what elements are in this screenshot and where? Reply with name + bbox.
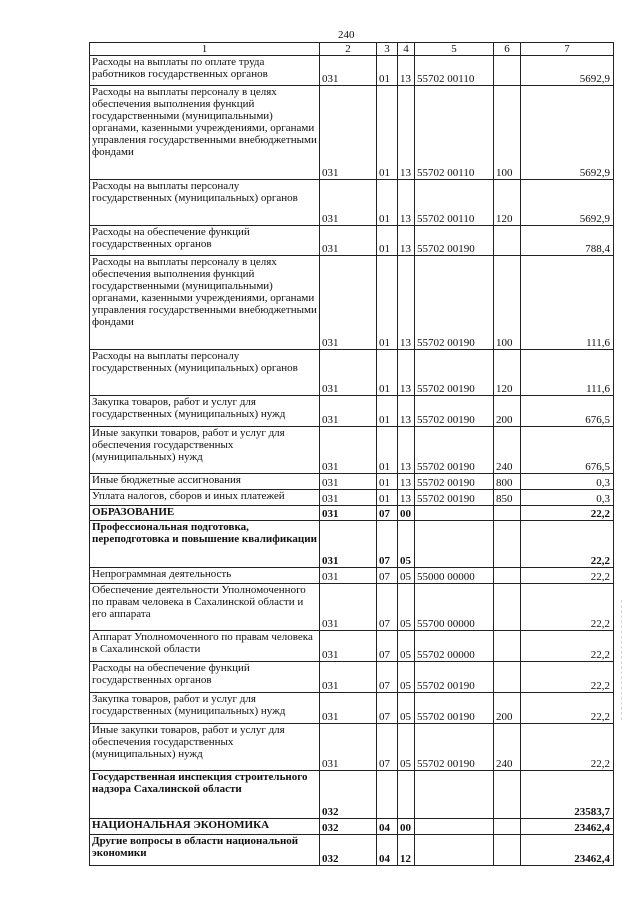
admin-code: 032 [320, 771, 377, 819]
page-number: 240 [338, 29, 355, 41]
section-code: 04 [377, 835, 398, 866]
table-header-row [90, 43, 614, 56]
amount: 23583,7 [521, 771, 614, 819]
admin-code: 031 [320, 724, 377, 771]
target-article: 55702 00190 [415, 427, 494, 474]
section-code: 07 [377, 724, 398, 771]
target-article: 55702 00190 [415, 226, 494, 256]
section-code: 07 [377, 521, 398, 568]
expense-type: 120 [494, 350, 521, 396]
header-cell: 6 [494, 43, 521, 56]
amount: 5692,9 [521, 180, 614, 226]
target-article: 55702 00190 [415, 396, 494, 427]
table-row [90, 819, 614, 835]
target-article: 55000 00000 [415, 568, 494, 584]
section-code: 07 [377, 568, 398, 584]
budget-table [89, 42, 614, 866]
admin-code: 031 [320, 584, 377, 631]
admin-code: 031 [320, 56, 377, 86]
target-article: 55702 00110 [415, 86, 494, 180]
section-code [377, 771, 398, 819]
table-row [90, 180, 614, 226]
expense-type [494, 568, 521, 584]
header-cell: 4 [398, 43, 415, 56]
target-article: 55702 00000 [415, 631, 494, 662]
row-name: Обеспечение деятельности Уполномоченного по правам человека в Сахалинской области и его аппарата [90, 584, 320, 631]
subsection-code [398, 771, 415, 819]
row-name: Иные бюджетные ассигнования [90, 474, 320, 490]
row-name: Другие вопросы в области национальной экономики [90, 835, 320, 866]
row-name: Закупка товаров, работ и услуг для государственных (муниципальных) нужд [90, 693, 320, 724]
section-code: 07 [377, 506, 398, 521]
section-code: 01 [377, 256, 398, 350]
row-name: Расходы на обеспечение функций государственных органов [90, 226, 320, 256]
amount: 23462,4 [521, 835, 614, 866]
target-article: 55700 00000 [415, 584, 494, 631]
admin-code: 031 [320, 693, 377, 724]
row-name: Государственная инспекция строительного надзора Сахалинской области [90, 771, 320, 819]
amount: 0,3 [521, 490, 614, 506]
target-article: 55702 00110 [415, 180, 494, 226]
expense-type: 100 [494, 86, 521, 180]
amount: 23462,4 [521, 819, 614, 835]
amount: 111,6 [521, 256, 614, 350]
table-row [90, 693, 614, 724]
table-row [90, 490, 614, 506]
section-code: 01 [377, 490, 398, 506]
row-name: Иные закупки товаров, работ и услуг для обеспечения государственных (муниципальных) нужд [90, 724, 320, 771]
target-article [415, 835, 494, 866]
expense-type: 200 [494, 396, 521, 427]
admin-code: 031 [320, 521, 377, 568]
expense-type: 240 [494, 724, 521, 771]
target-article [415, 506, 494, 521]
table-row [90, 631, 614, 662]
section-code: 01 [377, 180, 398, 226]
table-row [90, 427, 614, 474]
admin-code: 031 [320, 396, 377, 427]
target-article: 55702 00190 [415, 350, 494, 396]
target-article [415, 521, 494, 568]
expense-type: 100 [494, 256, 521, 350]
target-article: 55702 00110 [415, 56, 494, 86]
section-code: 07 [377, 662, 398, 693]
row-name: Расходы на обеспечение функций государственных органов [90, 662, 320, 693]
amount: 22,2 [521, 584, 614, 631]
section-code: 01 [377, 56, 398, 86]
section-code: 01 [377, 350, 398, 396]
expense-type: 800 [494, 474, 521, 490]
target-article: 55702 00190 [415, 693, 494, 724]
table-row [90, 56, 614, 86]
target-article [415, 771, 494, 819]
amount: 0,3 [521, 474, 614, 490]
scan-margin-mark [621, 600, 625, 720]
expense-type [494, 662, 521, 693]
subsection-code: 05 [398, 568, 415, 584]
subsection-code: 13 [398, 56, 415, 86]
row-name: Закупка товаров, работ и услуг для государственных (муниципальных) нужд [90, 396, 320, 427]
subsection-code: 13 [398, 86, 415, 180]
subsection-code: 05 [398, 724, 415, 771]
row-name: НАЦИОНАЛЬНАЯ ЭКОНОМИКА [90, 819, 320, 835]
amount: 22,2 [521, 521, 614, 568]
expense-type: 850 [494, 490, 521, 506]
admin-code: 032 [320, 819, 377, 835]
expense-type: 200 [494, 693, 521, 724]
admin-code: 031 [320, 427, 377, 474]
amount: 5692,9 [521, 56, 614, 86]
subsection-code: 13 [398, 180, 415, 226]
row-name: Расходы на выплаты персоналу государственных (муниципальных) органов [90, 350, 320, 396]
expense-type [494, 835, 521, 866]
amount: 22,2 [521, 568, 614, 584]
target-article [415, 819, 494, 835]
row-name: Расходы на выплаты по оплате труда работников государственных органов [90, 56, 320, 86]
section-code: 01 [377, 427, 398, 474]
row-name: Непрограммная деятельность [90, 568, 320, 584]
subsection-code: 05 [398, 521, 415, 568]
row-name: Профессиональная подготовка, переподготовка и повышение квалификации [90, 521, 320, 568]
header-cell: 3 [377, 43, 398, 56]
admin-code: 031 [320, 180, 377, 226]
target-article: 55702 00190 [415, 490, 494, 506]
amount: 788,4 [521, 226, 614, 256]
row-name: ОБРАЗОВАНИЕ [90, 506, 320, 521]
expense-type [494, 771, 521, 819]
section-code: 07 [377, 584, 398, 631]
admin-code: 031 [320, 490, 377, 506]
table-row [90, 771, 614, 819]
amount: 111,6 [521, 350, 614, 396]
subsection-code: 13 [398, 396, 415, 427]
subsection-code: 13 [398, 474, 415, 490]
expense-type: 240 [494, 427, 521, 474]
amount: 22,2 [521, 631, 614, 662]
row-name: Расходы на выплаты персоналу в целях обеспечения выполнения функций государственными (муниципальными) органами, казенными учреждениями, органами управления государственными внебюджетными фондами [90, 256, 320, 350]
table-row [90, 256, 614, 350]
table-row [90, 584, 614, 631]
amount: 22,2 [521, 506, 614, 521]
amount: 676,5 [521, 427, 614, 474]
row-name: Иные закупки товаров, работ и услуг для обеспечения государственных (муниципальных) нужд [90, 427, 320, 474]
admin-code: 031 [320, 474, 377, 490]
expense-type: 120 [494, 180, 521, 226]
subsection-code: 13 [398, 226, 415, 256]
expense-type [494, 631, 521, 662]
row-name: Расходы на выплаты персоналу государственных (муниципальных) органов [90, 180, 320, 226]
subsection-code: 05 [398, 662, 415, 693]
subsection-code: 13 [398, 490, 415, 506]
amount: 22,2 [521, 724, 614, 771]
section-code: 01 [377, 396, 398, 427]
table-row [90, 396, 614, 427]
table-row [90, 521, 614, 568]
amount: 676,5 [521, 396, 614, 427]
expense-type [494, 584, 521, 631]
table-row [90, 506, 614, 521]
target-article: 55702 00190 [415, 662, 494, 693]
row-name: Аппарат Уполномоченного по правам человека в Сахалинской области [90, 631, 320, 662]
amount: 22,2 [521, 662, 614, 693]
target-article: 55702 00190 [415, 256, 494, 350]
table-row [90, 474, 614, 490]
subsection-code: 05 [398, 584, 415, 631]
table-row [90, 568, 614, 584]
subsection-code: 05 [398, 693, 415, 724]
row-name: Уплата налогов, сборов и иных платежей [90, 490, 320, 506]
section-code: 01 [377, 474, 398, 490]
admin-code: 031 [320, 568, 377, 584]
admin-code: 031 [320, 86, 377, 180]
header-cell: 5 [415, 43, 494, 56]
target-article: 55702 00190 [415, 474, 494, 490]
section-code: 01 [377, 226, 398, 256]
admin-code: 031 [320, 350, 377, 396]
section-code: 07 [377, 631, 398, 662]
amount: 5692,9 [521, 86, 614, 180]
subsection-code: 13 [398, 256, 415, 350]
header-cell: 7 [521, 43, 614, 56]
row-name: Расходы на выплаты персоналу в целях обеспечения выполнения функций государственными (муниципальными) органами, казенными учреждениями, органами управления государственными внебюджетными фондами [90, 86, 320, 180]
admin-code: 032 [320, 835, 377, 866]
header-cell: 2 [320, 43, 377, 56]
section-code: 07 [377, 693, 398, 724]
section-code: 04 [377, 819, 398, 835]
table-row [90, 835, 614, 866]
amount: 22,2 [521, 693, 614, 724]
admin-code: 031 [320, 256, 377, 350]
subsection-code: 00 [398, 506, 415, 521]
section-code: 01 [377, 86, 398, 180]
subsection-code: 00 [398, 819, 415, 835]
subsection-code: 13 [398, 350, 415, 396]
target-article: 55702 00190 [415, 724, 494, 771]
table-body [90, 43, 614, 866]
expense-type [494, 56, 521, 86]
expense-type [494, 226, 521, 256]
subsection-code: 05 [398, 631, 415, 662]
table-row [90, 86, 614, 180]
admin-code: 031 [320, 662, 377, 693]
subsection-code: 13 [398, 427, 415, 474]
admin-code: 031 [320, 506, 377, 521]
table-row [90, 350, 614, 396]
table-row [90, 724, 614, 771]
admin-code: 031 [320, 631, 377, 662]
table-row [90, 226, 614, 256]
admin-code: 031 [320, 226, 377, 256]
expense-type [494, 819, 521, 835]
expense-type [494, 506, 521, 521]
table-row [90, 662, 614, 693]
header-cell: 1 [90, 43, 320, 56]
subsection-code: 12 [398, 835, 415, 866]
expense-type [494, 521, 521, 568]
